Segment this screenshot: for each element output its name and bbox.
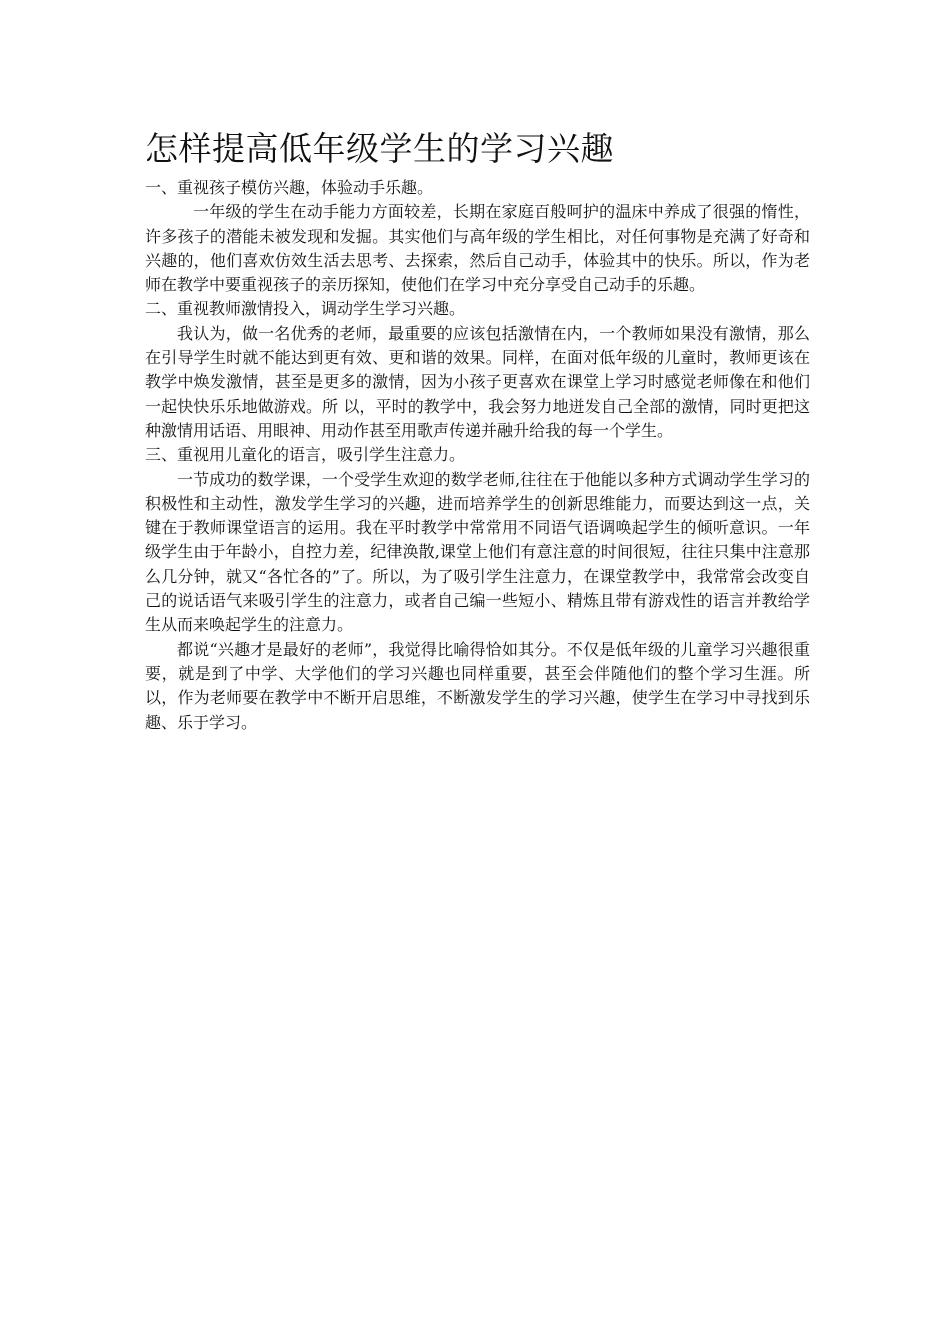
section-heading: 三、重视用儿童化的语言，吸引学生注意力。 xyxy=(145,445,466,465)
section-heading: 二、重视教师激情投入，调动学生学习兴趣。 xyxy=(145,299,466,319)
section-teacher-passion xyxy=(145,297,810,443)
section-imitation-interest xyxy=(145,176,810,297)
section-child-language xyxy=(145,443,810,735)
section-paragraph: 一节成功的数学课，一个受学生欢迎的数学老师,往往在于他能以多种方式调动学生学习的积极性和主动性，激发学生学习的兴趣，进而培养学生的创新思维能力，而要达到这一点，关键在于教师课堂语言的运用。我在平时教学中常常用不同语气语调唤起学生的倾听意识。一年级学生由于年龄小，自控力差，纪律涣散,课堂上他们有意注意的时间很短，往往只集中注意那么几分钟，就又“各忙各的”了。所以，为了吸引学生注意力，在课堂教学中，我常常会改变自己的说话语气来吸引学生的注意力，或者自己编一些短小、精炼且带有游戏性的语言并教给学生从而来唤起学生的注意力。 xyxy=(145,469,810,635)
section-paragraph: 一年级的学生在动手能力方面较差，长期在家庭百般呵护的温床中养成了很强的惰性，许多孩子的潜能未被发现和发掘。其实他们与高年级的学生相比，对任何事物是充满了好奇和兴趣的，他们喜欢仿效生活去思考、去探索，然后自己动手，体验其中的快乐。所以，作为老师在教学中要重视孩子的亲历探知，使他们在学习中充分享受自己动手的乐趣。 xyxy=(145,202,810,295)
section-heading: 一、重视孩子模仿兴趣，体验动手乐趣。 xyxy=(145,178,434,197)
closing-paragraph: 都说“兴趣才是最好的老师”，我觉得比喻得恰如其分。不仅是低年级的儿童学习兴趣很重要，就是到了中学、大学他们的学习兴趣也同样重要，甚至会伴随他们的整个学习生涯。所以，作为老师要在教学中不断开启思维，不断激发学生的学习兴趣，使学生在学习中寻找到乐趣、乐于学习。 xyxy=(145,639,810,732)
section-paragraph: 我认为，做一名优秀的老师，最重要的应该包括激情在内，一个教师如果没有激情，那么在引导学生时就不能达到更有效、更和谐的效果。同样，在面对低年级的儿童时，教师更该在教学中焕发激情，甚至是更多的激情，因为小孩子更喜欢在课堂上学习时感觉老师像在和他们一起快快乐乐地做游戏。所 以，平时的教学中，我会努力地迸发自己全部的激情，同时更把这种激情用话语、用眼神、用动作甚至用歌声传递并融升给我的每一个学生。 xyxy=(145,323,810,440)
document-title: 怎样提高低年级学生的学习兴趣 xyxy=(145,129,614,168)
document-body xyxy=(145,126,810,735)
